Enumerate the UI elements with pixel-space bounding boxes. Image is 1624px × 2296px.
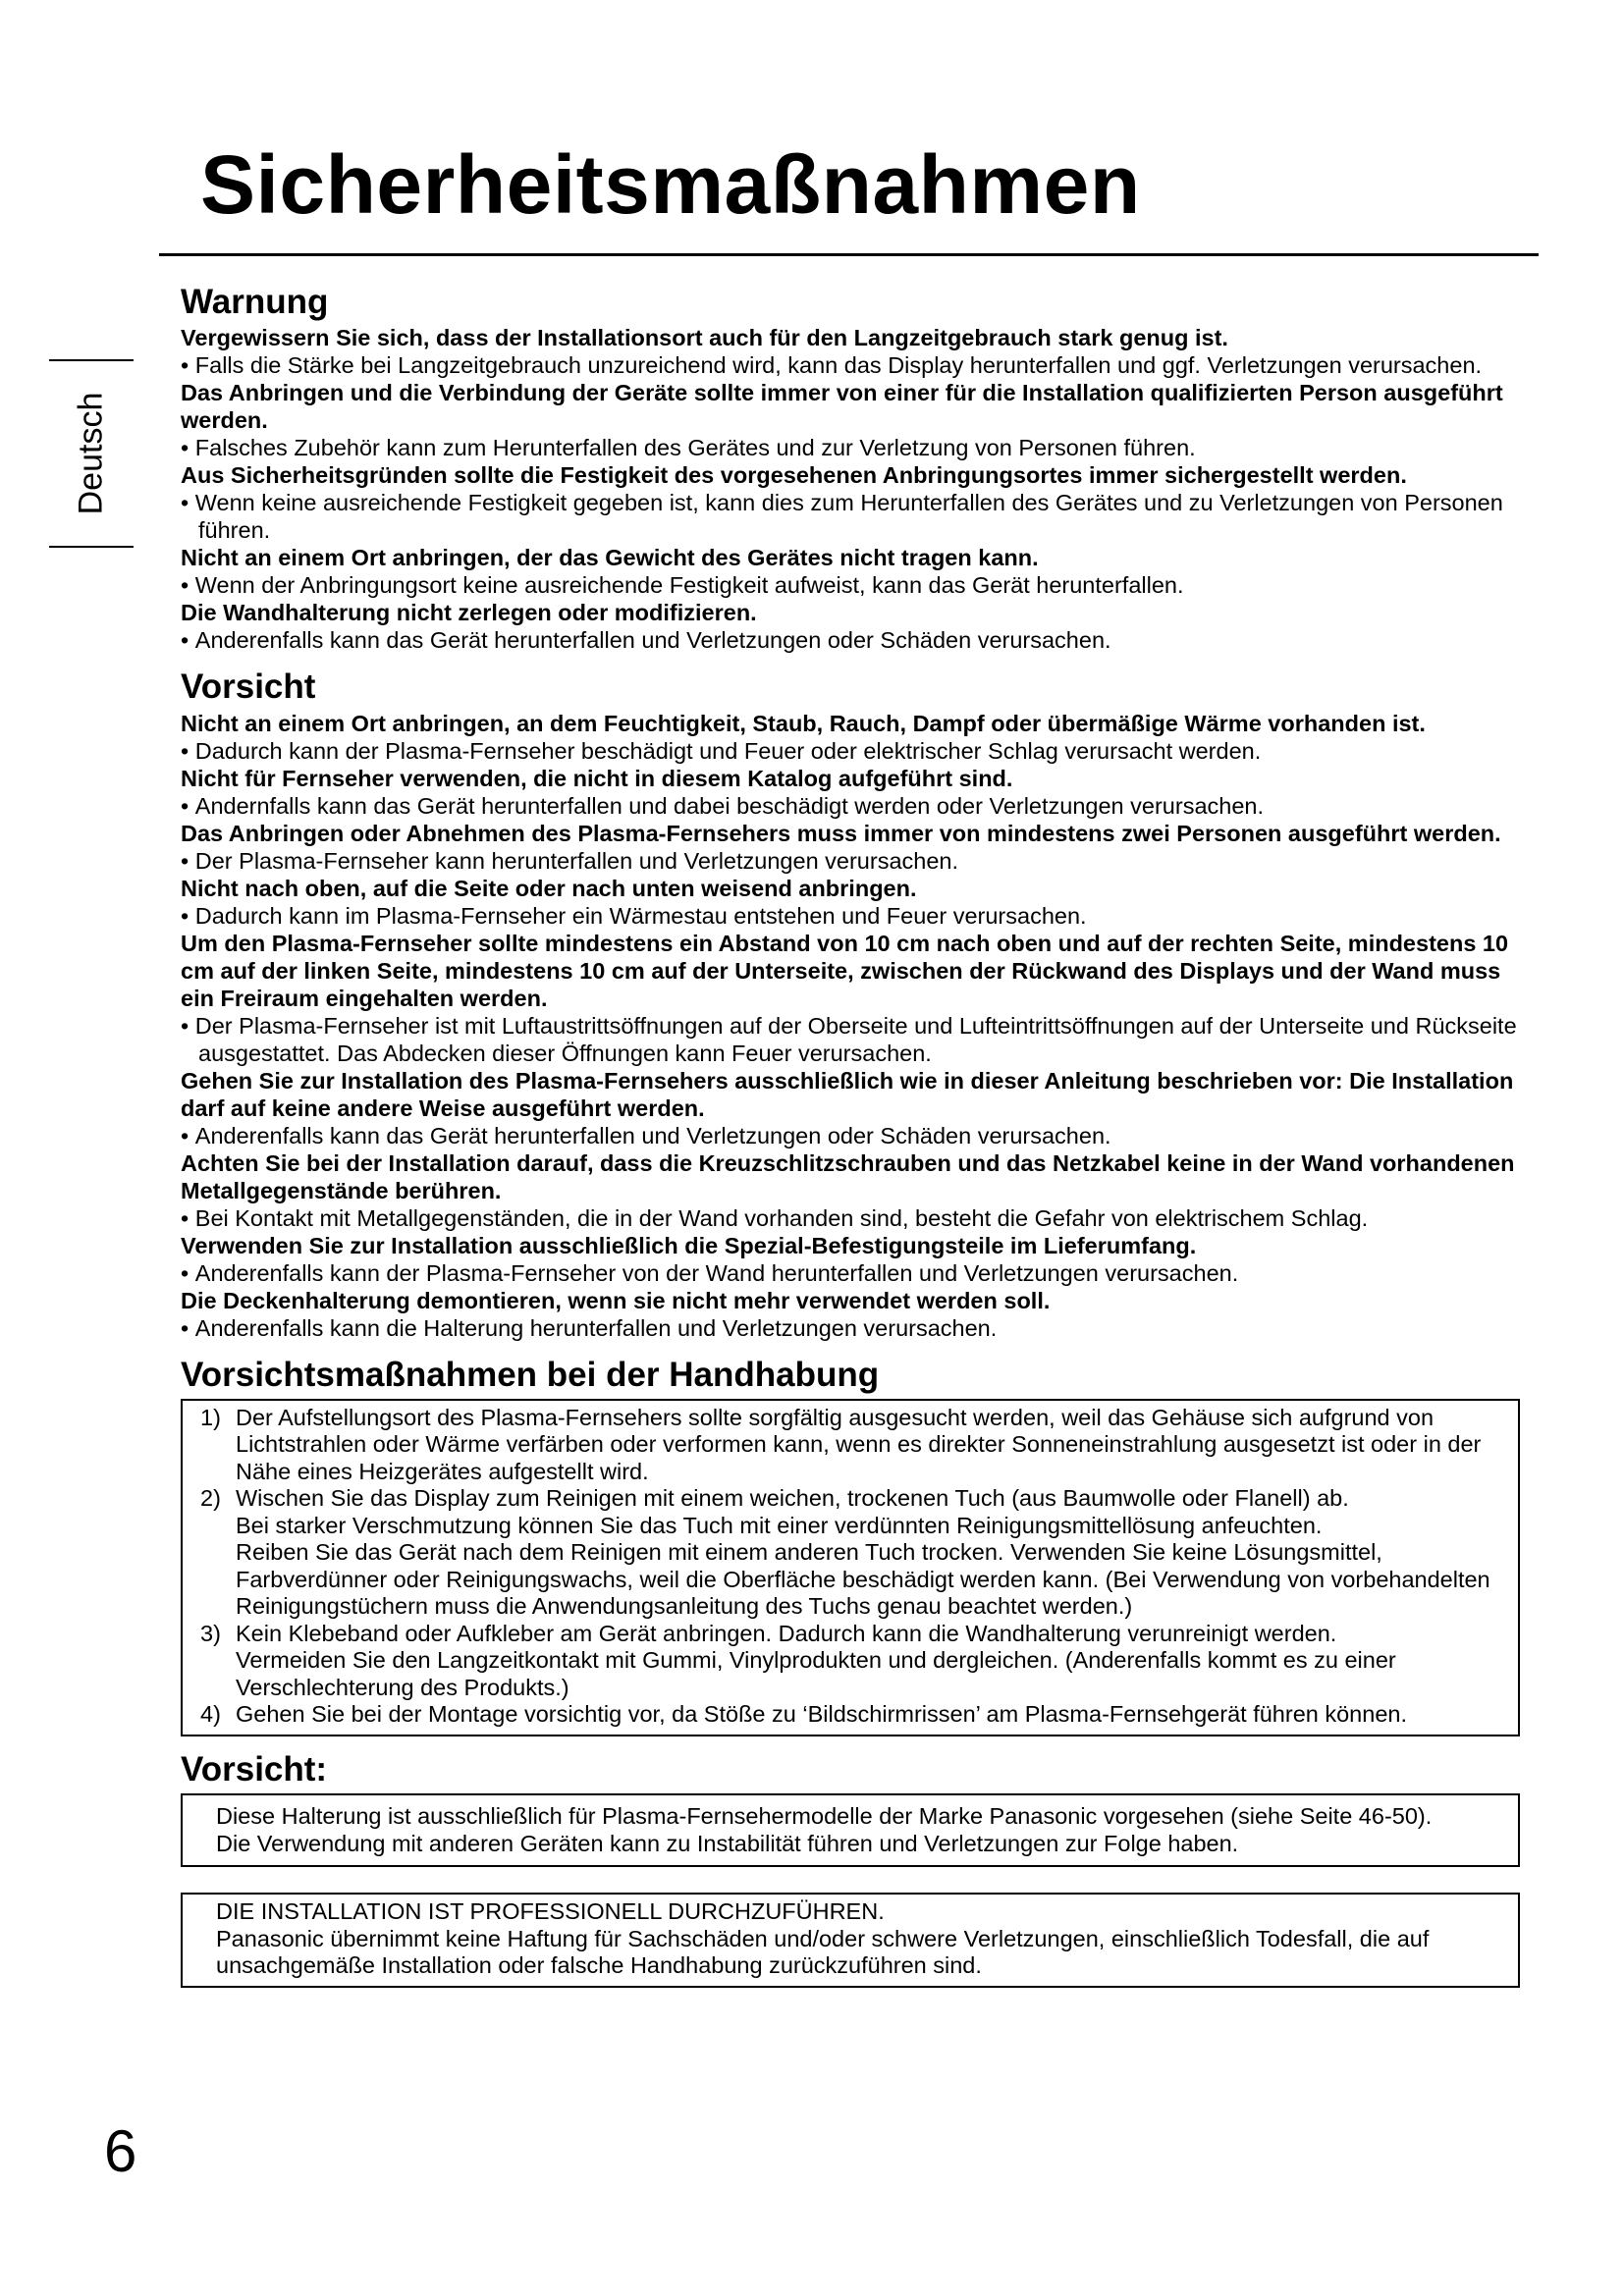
item-text [236,1485,1506,1621]
entry-heading: Vergewissern Sie sich, dass der Installationsort auch für den Langzeitgebrauch stark genug ist. [181,325,1228,351]
item-line: Bei starker Verschmutzung können Sie das Tuch mit einer verdünnten Reinigungsmittellösung anfeuchten. [236,1512,1323,1538]
handling-item [200,1485,1506,1621]
handling-item [200,1621,1506,1702]
item-number: 3) [200,1620,221,1646]
caution-entry [181,1287,1536,1342]
handling-item [200,1701,1506,1729]
language-tab [49,359,134,548]
warning-entry [181,324,1536,379]
handling-section [181,1356,1536,1736]
item-line: Reiben Sie das Gerät nach dem Reinigen mit einem anderen Tuch trocken. Verwenden Sie keine Lösungsmittel, Farbverdünner oder Reinigungswachs, weil die Oberfläche beschädigt werden kann. (Bei Verwendung von vorbehandelten Reinigungstüchern muss die Anwendungsanleitung des Tuchs genau beachtet werden.) [236,1539,1490,1620]
entry-bullet: • Anderenfalls kann die Halterung herunterfallen und Verletzungen verursachen. [181,1314,1536,1342]
entry-bullet: • Wenn keine ausreichende Festigkeit gegeben ist, kann dies zum Herunterfallen des Gerätes und zu Verletzungen von Personen führen. [181,489,1536,544]
entry-bullet: • Der Plasma-Fernseher ist mit Luftaustrittsöffnungen auf der Oberseite und Lufteintrittsöffnungen auf der Unterseite und Rückseite ausgestattet. Das Abdecken dieser Öffnungen kann Feuer verursachen. [181,1012,1536,1067]
entry-bullet: • Dadurch kann der Plasma-Fernseher beschädigt und Feuer oder elektrischer Schlag verursacht werden. [181,737,1536,765]
entry-heading: Das Anbringen oder Abnehmen des Plasma-Fernsehers muss immer von mindestens zwei Personen ausgeführt werden. [181,820,1501,846]
item-line: Der Aufstellungsort des Plasma-Fernsehers sollte sorgfältig ausgesucht werden, weil das Gehäuse sich aufgrund von Lichtstrahlen oder Wärme verfärben oder verformen kann, wenn es direkter Sonneneinstrahlung ausgesetzt ist oder in der Nähe eines Heizgerätes aufgestellt wird. [236,1404,1482,1484]
entry-heading: Achten Sie bei der Installation darauf, dass die Kreuzschlitzschrauben und das Netzkabel keine in der Wand vorhandenen Metallgegenstände berühren. [181,1149,1515,1203]
entry-heading: Verwenden Sie zur Installation ausschließlich die Spezial-Befestigungsteile im Lieferumfang. [181,1232,1197,1258]
caution-note-box [181,1793,1520,1867]
warning-entry [181,379,1536,461]
main-content [181,283,1536,2002]
item-text [236,1405,1506,1486]
caution-heading: Vorsicht [181,667,316,707]
entry-heading: Die Deckenhalterung demontieren, wenn sie nicht mehr verwendet werden soll. [181,1287,1051,1313]
entry-bullet: • Anderenfalls kann das Gerät herunterfallen und Verletzungen oder Schäden verursachen. [181,626,1536,654]
entry-bullet: • Wenn der Anbringungsort keine ausreichende Festigkeit aufweist, kann das Gerät herunterfallen. [181,571,1536,599]
entry-heading: Gehen Sie zur Installation des Plasma-Fernsehers ausschließlich wie in dieser Anleitung beschrieben vor: Die Installation darf auf keine andere Weise ausgeführt werden. [181,1067,1514,1121]
warning-heading: Warnung [181,283,329,321]
item-line: Kein Klebeband oder Aufkleber am Gerät anbringen. Dadurch kann die Wandhalterung verunreinigt werden. [236,1620,1337,1646]
install-notice-box [181,1893,1520,1988]
entry-bullet: • Der Plasma-Fernseher kann herunterfallen und Verletzungen verursachen. [181,847,1536,875]
entry-heading: Aus Sicherheitsgründen sollte die Festigkeit des vorgesehenen Anbringungsortes immer sichergestellt werden. [181,462,1407,489]
warning-entry [181,461,1536,544]
item-number: 4) [200,1701,221,1728]
item-line: Wischen Sie das Display zum Reinigen mit einem weichen, trockenen Tuch (aus Baumwolle oder Flanell) ab. [236,1485,1349,1512]
caution-note-heading: Vorsicht: [181,1749,328,1789]
page-title: Sicherheitsmaßnahmen [200,138,1141,231]
entry-heading: Nicht an einem Ort anbringen, der das Gewicht des Gerätes nicht tragen kann. [181,545,1039,571]
entry-heading: Nicht für Fernseher verwenden, die nicht in diesem Katalog aufgeführt sind. [181,765,1013,791]
handling-heading: Vorsichtsmaßnahmen bei der Handhabung [181,1355,880,1394]
caution-entry [181,820,1536,875]
item-text [236,1701,1506,1729]
entry-heading: Um den Plasma-Fernseher sollte mindestens ein Abstand von 10 cm nach oben und auf der rechten Seite, mindestens 10 cm auf der linken Seite, mindestens 10 cm auf der Unterseite, zwischen der Rückwand des Displays und der Wand muss ein Freiraum eingehalten werden. [181,930,1509,1011]
caution-note-section [181,1750,1536,1988]
warning-entry [181,599,1536,654]
entry-heading: Die Wandhalterung nicht zerlegen oder modifizieren. [181,600,757,626]
handling-box [181,1399,1520,1736]
caution-entry [181,1232,1536,1287]
item-text [236,1621,1506,1702]
entry-bullet: • Andernfalls kann das Gerät herunterfallen und dabei beschädigt werden oder Verletzungen verursachen. [181,792,1536,820]
item-number: 1) [200,1404,221,1430]
language-tab-label: Deutsch [72,392,110,515]
warning-entry [181,544,1536,599]
entry-heading: Das Anbringen und die Verbindung der Geräte sollte immer von einer für die Installation qualifizierten Person ausgeführt werden. [181,380,1503,434]
caution-entry [181,1149,1536,1232]
warning-section [181,283,1536,654]
item-line: Gehen Sie bei der Montage vorsichtig vor, da Stöße zu ‘Bildschirmrissen’ am Plasma-Fernsehgerät führen können. [236,1701,1407,1728]
entry-bullet: • Anderenfalls kann der Plasma-Fernseher von der Wand herunterfallen und Verletzungen verursachen. [181,1259,1536,1287]
item-number: 2) [200,1485,221,1512]
install-notice-line: DIE INSTALLATION IST PROFESSIONELL DURCHZUFÜHREN. [216,1898,885,1924]
caution-section [181,667,1536,1341]
entry-bullet: • Dadurch kann im Plasma-Fernseher ein Wärmestau entstehen und Feuer verursachen. [181,902,1536,930]
caution-entry [181,875,1536,930]
caution-entry [181,1067,1536,1149]
page-number: 6 [104,2118,137,2184]
entry-bullet: • Falsches Zubehör kann zum Herunterfallen des Gerätes und zur Verletzung von Personen führen. [181,434,1536,461]
caution-entry [181,765,1536,820]
title-divider [159,253,1539,256]
entry-bullet: • Bei Kontakt mit Metallgegenständen, die in der Wand vorhanden sind, besteht die Gefahr von elektrischem Schlag. [181,1204,1536,1232]
entry-bullet: • Falls die Stärke bei Langzeitgebrauch unzureichend wird, kann das Display herunterfallen und ggf. Verletzungen verursachen. [181,351,1536,379]
caution-note-line: Diese Halterung ist ausschließlich für Plasma-Fernsehermodelle der Marke Panasonic vorgesehen (siehe Seite 46-50). [216,1803,1433,1829]
handling-item [200,1405,1506,1486]
entry-heading: Nicht an einem Ort anbringen, an dem Feuchtigkeit, Staub, Rauch, Dampf oder übermäßige Wärme vorhanden ist. [181,710,1426,736]
caution-entry [181,930,1536,1067]
install-notice-line: Panasonic übernimmt keine Haftung für Sachschäden und/oder schwere Verletzungen, einschließlich Todesfall, die auf unsachgemäße Installation oder falsche Handhabung zurückzuführen sind. [216,1925,1430,1978]
caution-entry [181,710,1536,765]
entry-heading: Nicht nach oben, auf die Seite oder nach unten weisend anbringen. [181,875,917,901]
item-line: Vermeiden Sie den Langzeitkontakt mit Gummi, Vinylprodukten und dergleichen. (Anderenfalls kommt es zu einer Verschlechterung des Produkts.) [236,1647,1396,1700]
caution-note-line: Die Verwendung mit anderen Geräten kann zu Instabilität führen und Verletzungen zur Folge haben. [216,1830,1239,1856]
entry-bullet: • Anderenfalls kann das Gerät herunterfallen und Verletzungen oder Schäden verursachen. [181,1122,1536,1149]
